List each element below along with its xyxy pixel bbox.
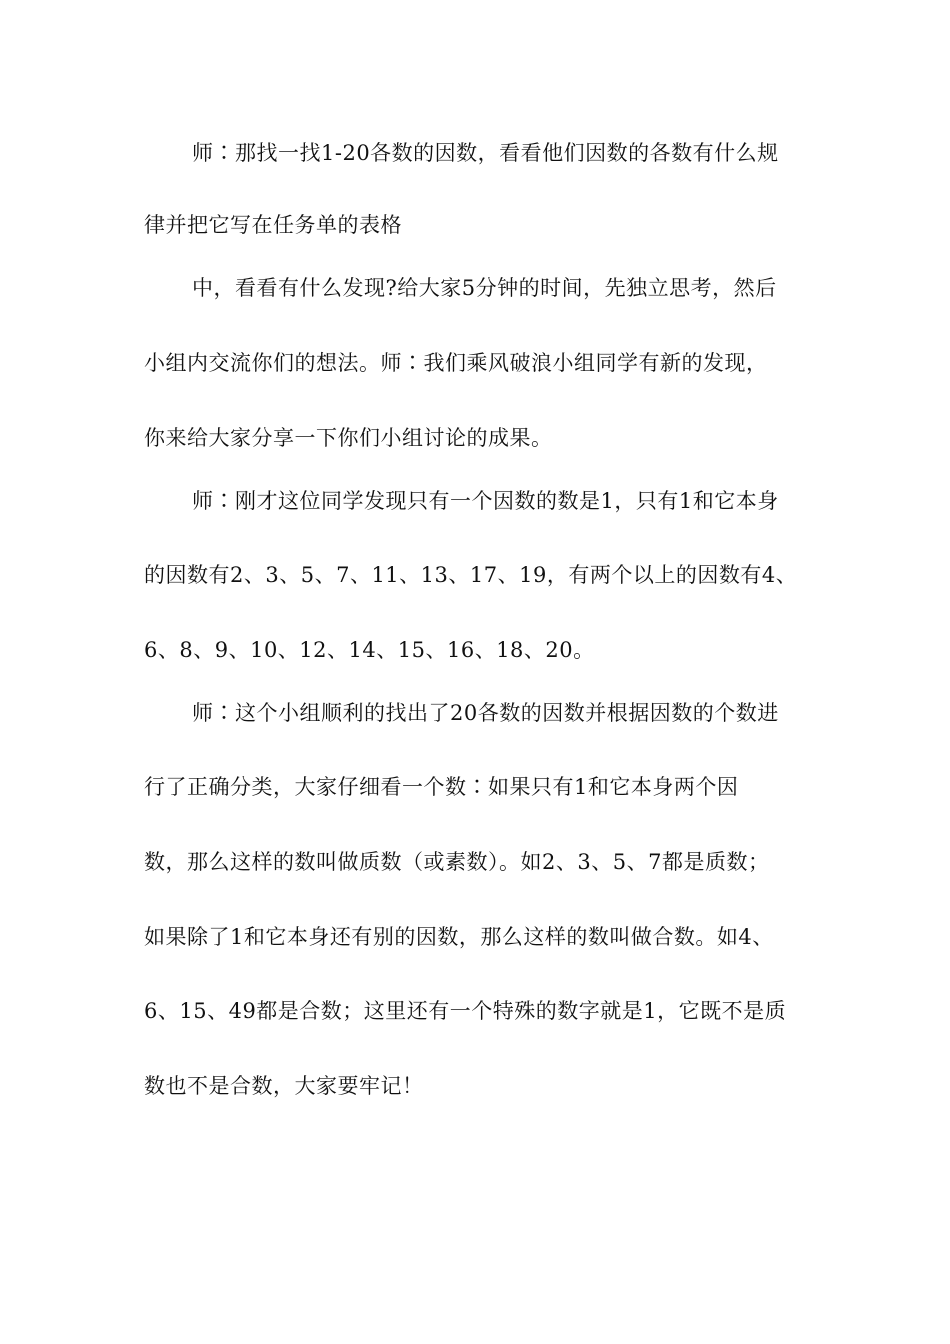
text-line-7: 的因数有2、3、5、7、11、13、17、19，有两个以上的因数有4、 — [144, 563, 798, 587]
text-line-3: 中，看看有什么发现?给大家5分钟的时间，先独立思考，然后 — [192, 276, 777, 300]
text-line-8: 6、8、9、10、12、14、15、16、18、20。 — [144, 638, 595, 662]
text-line-11: 数，那么这样的数叫做质数（或素数）。如2、3、5、7都是质数； — [144, 850, 770, 874]
text-line-6: 师∶刚才这位同学发现只有一个因数的数是1，只有1和它本身 — [192, 489, 779, 513]
text-line-1: 师∶那找一找1-20各数的因数，看看他们因数的各数有什么规 — [192, 141, 779, 165]
text-line-5: 你来给大家分享一下你们小组讨论的成果。 — [144, 426, 553, 450]
text-line-14: 数也不是合数，大家要牢记！ — [144, 1074, 424, 1098]
text-line-4: 小组内交流你们的想法。师∶我们乘风破浪小组同学有新的发现， — [144, 351, 768, 375]
text-line-2: 律并把它写在任务单的表格 — [144, 213, 402, 237]
text-line-13: 6、15、49都是合数；这里还有一个特殊的数字就是1，它既不是质 — [144, 999, 787, 1023]
text-line-9: 师∶这个小组顺利的找出了20各数的因数并根据因数的个数进 — [192, 701, 779, 725]
text-line-12: 如果除了1和它本身还有别的因数，那么这样的数叫做合数。如4、 — [144, 925, 774, 949]
text-line-10: 行了正确分类，大家仔细看一个数∶如果只有1和它本身两个因 — [144, 775, 739, 799]
